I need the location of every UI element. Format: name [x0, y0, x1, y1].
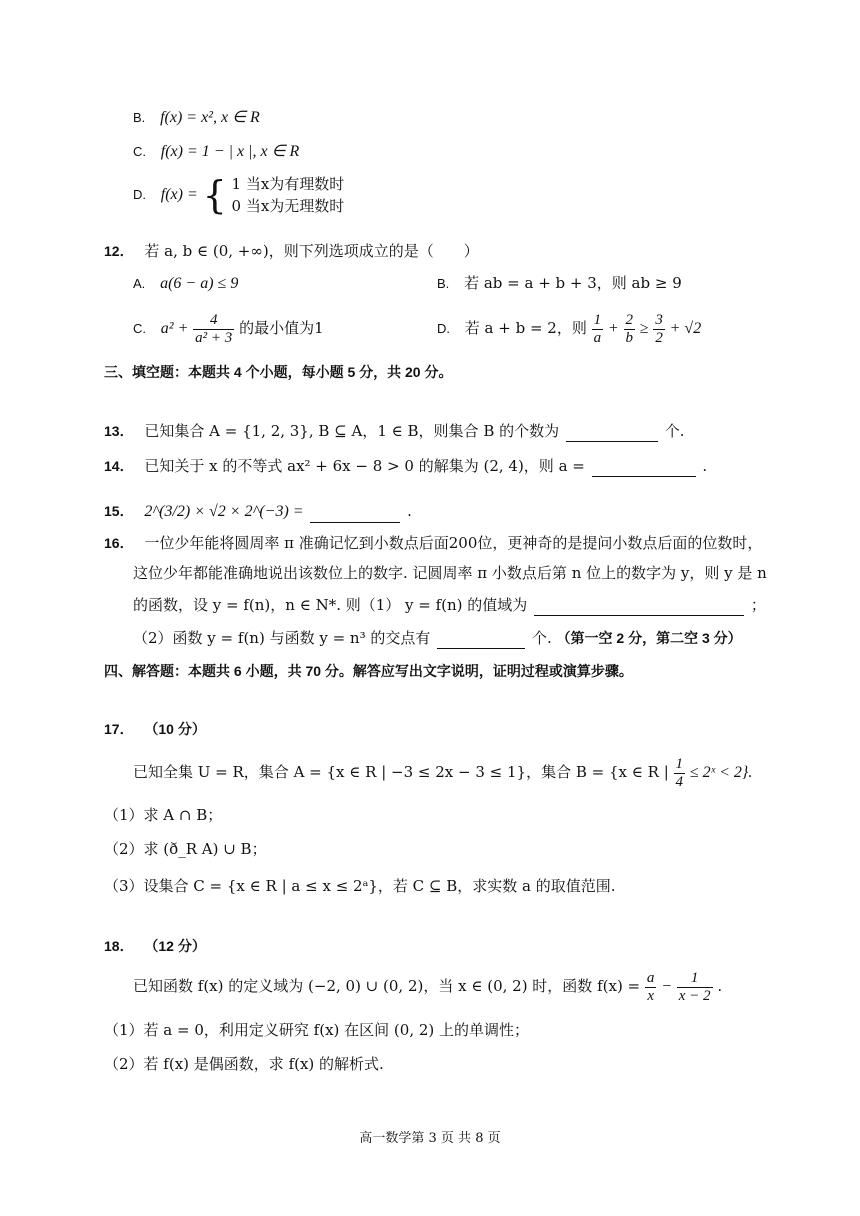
numerator: 1: [593, 311, 602, 328]
numerator: 4: [193, 312, 234, 330]
question-number: 14．: [104, 458, 134, 474]
q17-stem: [133, 752, 752, 793]
question-number: 13．: [104, 423, 134, 439]
answer-blank[interactable]: [566, 425, 658, 442]
question-number: 15．: [104, 503, 134, 519]
q14: [104, 455, 707, 477]
numerator: 2: [625, 311, 633, 328]
option-text: f(x) = x², x ∈ R: [160, 109, 260, 126]
answer-blank[interactable]: [437, 632, 525, 649]
option-text: f(x) =: [160, 186, 198, 203]
answer-blank[interactable]: [310, 506, 400, 523]
numerator: 1: [677, 970, 713, 988]
piecewise-cases: [232, 173, 345, 217]
option-text: 若 ab = a + b + 3，则 ab ≥ 9: [464, 274, 682, 292]
q16-line-4: [133, 627, 742, 649]
score-note: （第一空 2 分，第二空 3 分）: [556, 630, 742, 646]
q12-option-b: [437, 272, 682, 295]
option-label: D.: [437, 321, 450, 336]
operator: +: [607, 320, 619, 337]
operator: ≥: [639, 320, 649, 337]
numerator: 1: [675, 755, 684, 772]
question-text-tail: ≤ 2ˣ < 2}.: [689, 764, 753, 781]
denominator: 4: [675, 773, 684, 790]
option-label: C.: [133, 144, 146, 159]
question-text: 的函数，设 y = f(n)，n ∈ N*. 则（1） y = f(n) 的值域为: [133, 596, 528, 614]
q12-option-a: [133, 272, 238, 295]
q13: [104, 420, 684, 442]
q18-part-2: （2）若 f(x) 是偶函数，求 f(x) 的解析式.: [104, 1055, 384, 1073]
denominator: a: [593, 329, 602, 346]
denominator: 2: [655, 329, 663, 346]
option-text: a(6 − a) ≤ 9: [160, 275, 239, 292]
q18-part-1: （1）若 a = 0，利用定义研究 f(x) 在区间 (0, 2) 上的单调性；: [104, 1021, 530, 1039]
q11-option-c: [133, 140, 299, 163]
option-text: f(x) = 1 − | x |, x ∈ R: [160, 143, 300, 160]
question-text: 已知函数 f(x) 的定义域为 (−2, 0) ∪ (0, 2)，当 x ∈ (0, 2) 时，函数 f(x) =: [133, 977, 641, 995]
question-text: 已知全集 U = R，集合 A = {x ∈ R | −3 ≤ 2x − 3 ≤ 1}，集合 B = {x ∈ R |: [133, 763, 669, 781]
fraction: [674, 756, 686, 791]
fraction: [624, 312, 636, 347]
fraction: [677, 970, 713, 1005]
question-number: 16．: [104, 535, 134, 551]
section-heading: 三、填空题：本题共 4 个小题，每小题 5 分，共 20 分。: [104, 364, 453, 380]
section-heading: 四、解答题：本题共 6 小题，共 70 分。解答应写出文字说明，证明过程或演算步骤。: [104, 663, 633, 679]
question-text: 2^(3/2) × √2 × 2^(−3) =: [144, 503, 304, 520]
question-text: 已知集合 A = {1, 2, 3}, B ⊆ A，1 ∈ B，则集合 B 的个数为: [144, 422, 560, 440]
q18-stem: [133, 966, 722, 1007]
question-score: （10 分）: [144, 721, 206, 737]
case-2: 0 当x为无理数时: [231, 197, 345, 215]
option-label: B.: [133, 110, 146, 125]
denominator: a² + 3: [195, 329, 233, 346]
fraction: [645, 970, 657, 1005]
option-label: C.: [133, 321, 146, 336]
question-tail: 个.: [664, 422, 685, 440]
fraction: [592, 312, 604, 347]
option-text: 若 a + b = 2，则: [464, 319, 587, 337]
question-number: 18．: [104, 938, 134, 954]
question-number: 17．: [104, 721, 134, 737]
question-tail: 个.: [531, 629, 552, 647]
answer-blank[interactable]: [534, 599, 744, 616]
question-text: 已知关于 x 的不等式 ax² + 6x − 8 > 0 的解集为 (2, 4)，则 a =: [144, 457, 585, 475]
answer-blank[interactable]: [592, 460, 696, 477]
question-text: 一位少年能将圆周率 π 准确记忆到小数点后面200位，更神奇的是提问小数点后面的位数时，: [144, 534, 763, 552]
fraction: [653, 312, 665, 347]
question-text: 若 a, b ∈ (0, +∞)，则下列选项成立的是（ ）: [144, 242, 479, 260]
question-score: （12 分）: [144, 938, 206, 954]
q16-line-3: [133, 594, 766, 616]
q16-line-1: [104, 532, 762, 554]
operator: −: [661, 978, 672, 995]
q17-part-3: （3）设集合 C = {x ∈ R | a ≤ x ≤ 2ᵃ}，若 C ⊆ B，求实数 a 的取值范围.: [104, 877, 616, 895]
q17-part-2: （2）求 (ð_R A) ∪ B；: [104, 840, 267, 858]
page-footer: 高一数学第 3 页 共 8 页: [359, 1131, 501, 1146]
question-number: 12．: [104, 243, 134, 259]
question-tail: .: [407, 502, 412, 520]
option-text: a² +: [160, 320, 189, 337]
q16-line-2: 这位少年都能准确地说出该数位上的数字. 记圆周率 π 小数点后第 n 位上的数字为 y，则 y 是 n: [133, 564, 767, 582]
question-text: （2）函数 y = f(n) 与函数 y = n³ 的交点有: [133, 629, 431, 647]
question-tail: ；: [750, 596, 766, 614]
denominator: x: [647, 987, 654, 1004]
q17-header: [104, 718, 206, 740]
q11-option-d: [133, 172, 344, 217]
option-text-tail: 的最小值为1: [239, 319, 324, 337]
brace-icon: {: [202, 173, 227, 217]
q12-stem: [104, 240, 479, 262]
fraction: [193, 312, 234, 347]
q15: [104, 500, 412, 523]
option-label: D.: [133, 187, 146, 202]
q11-option-b: [133, 106, 260, 129]
denominator: b: [625, 329, 633, 346]
denominator: x − 2: [678, 987, 711, 1004]
option-label: A.: [133, 276, 146, 291]
q12-option-d: [437, 308, 701, 349]
q18-header: [104, 935, 206, 957]
question-tail: .: [702, 457, 708, 475]
numerator: 3: [655, 311, 663, 328]
q12-option-c: [133, 308, 324, 349]
option-text-tail: + √2: [669, 320, 702, 337]
numerator: a: [646, 969, 655, 986]
question-text-tail: .: [717, 977, 723, 995]
q17-part-1: （1）求 A ∩ B；: [104, 806, 223, 824]
case-1: 1 当x为有理数时: [231, 175, 345, 193]
option-label: B.: [437, 276, 450, 291]
